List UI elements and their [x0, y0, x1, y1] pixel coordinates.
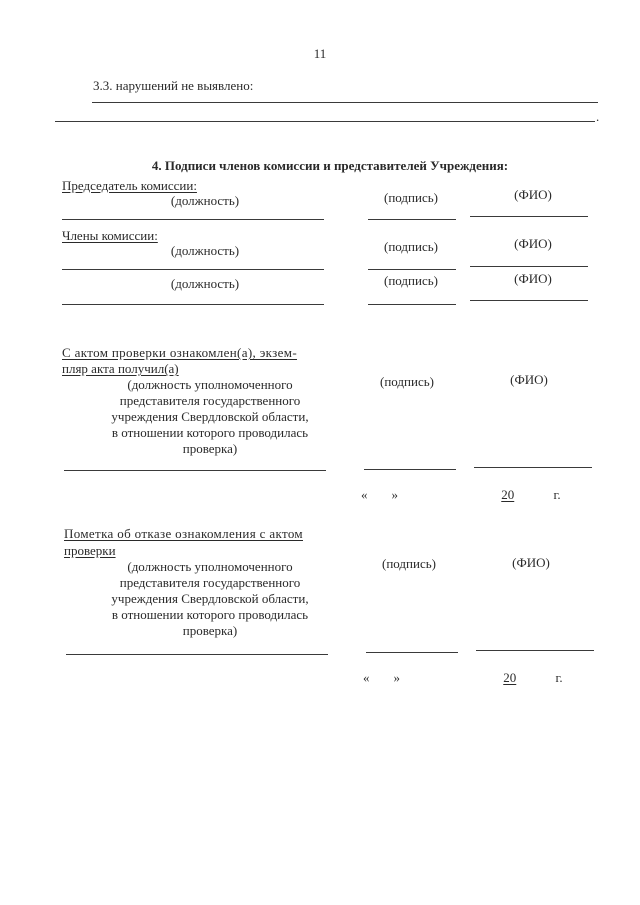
date-line: « » 20 г. [363, 670, 563, 685]
position-hint: (должность) [170, 276, 240, 291]
signature-hint: (подпись) [382, 556, 436, 571]
refusal-line-1: Пометка об отказе ознакомления с актом [64, 526, 303, 541]
position-line [64, 470, 326, 471]
refusal-description: (должность уполномоченного представителя государственного учреждения Свердловской области, в отношении которого проводилась проверка) [111, 559, 309, 638]
trailing-dot: . [596, 109, 600, 124]
item-3-3: 3.3. нарушений не выявлено: [93, 78, 254, 93]
signature-line [368, 219, 456, 220]
page-number: 11 [313, 46, 327, 61]
fio-hint: (ФИО) [514, 271, 552, 286]
acquainted-description: (должность уполномоченного представителя государственного учреждения Свердловской области, в отношении которого проводилась проверка) [111, 377, 309, 456]
acquainted-line-2: пляр акта получил(а) [62, 361, 179, 376]
signature-hint: (подпись) [384, 273, 438, 288]
signature-hint: (подпись) [380, 374, 434, 389]
fio-line [476, 650, 594, 651]
fio-hint: (ФИО) [512, 555, 550, 570]
section-heading: 4. Подписи членов комиссии и представителей Учреждения: [151, 158, 509, 173]
date-line: « » 20 г. [361, 487, 561, 502]
fio-line [470, 300, 588, 301]
position-hint: (должность) [170, 243, 240, 258]
position-line [62, 304, 324, 305]
chairman-label: Председатель комиссии: [62, 178, 197, 193]
fio-line [470, 266, 588, 267]
refusal-line-2: проверки [64, 543, 116, 558]
signature-hint: (подпись) [384, 239, 438, 254]
fill-line [92, 102, 598, 103]
signature-hint: (подпись) [384, 190, 438, 205]
fio-hint: (ФИО) [514, 236, 552, 251]
members-label: Члены комиссии: [62, 228, 158, 243]
signature-line [368, 269, 456, 270]
signature-line [366, 652, 458, 653]
fio-hint: (ФИО) [510, 372, 548, 387]
position-hint: (должность) [170, 193, 240, 208]
fio-hint: (ФИО) [514, 187, 552, 202]
position-line [62, 269, 324, 270]
position-line [62, 219, 324, 220]
signature-line [368, 304, 456, 305]
position-line [66, 654, 328, 655]
fill-line [55, 121, 595, 122]
fio-line [474, 467, 592, 468]
signature-line [364, 469, 456, 470]
acquainted-line-1: С актом проверки ознакомлен(а), экзем- [62, 345, 298, 360]
fio-line [470, 216, 588, 217]
